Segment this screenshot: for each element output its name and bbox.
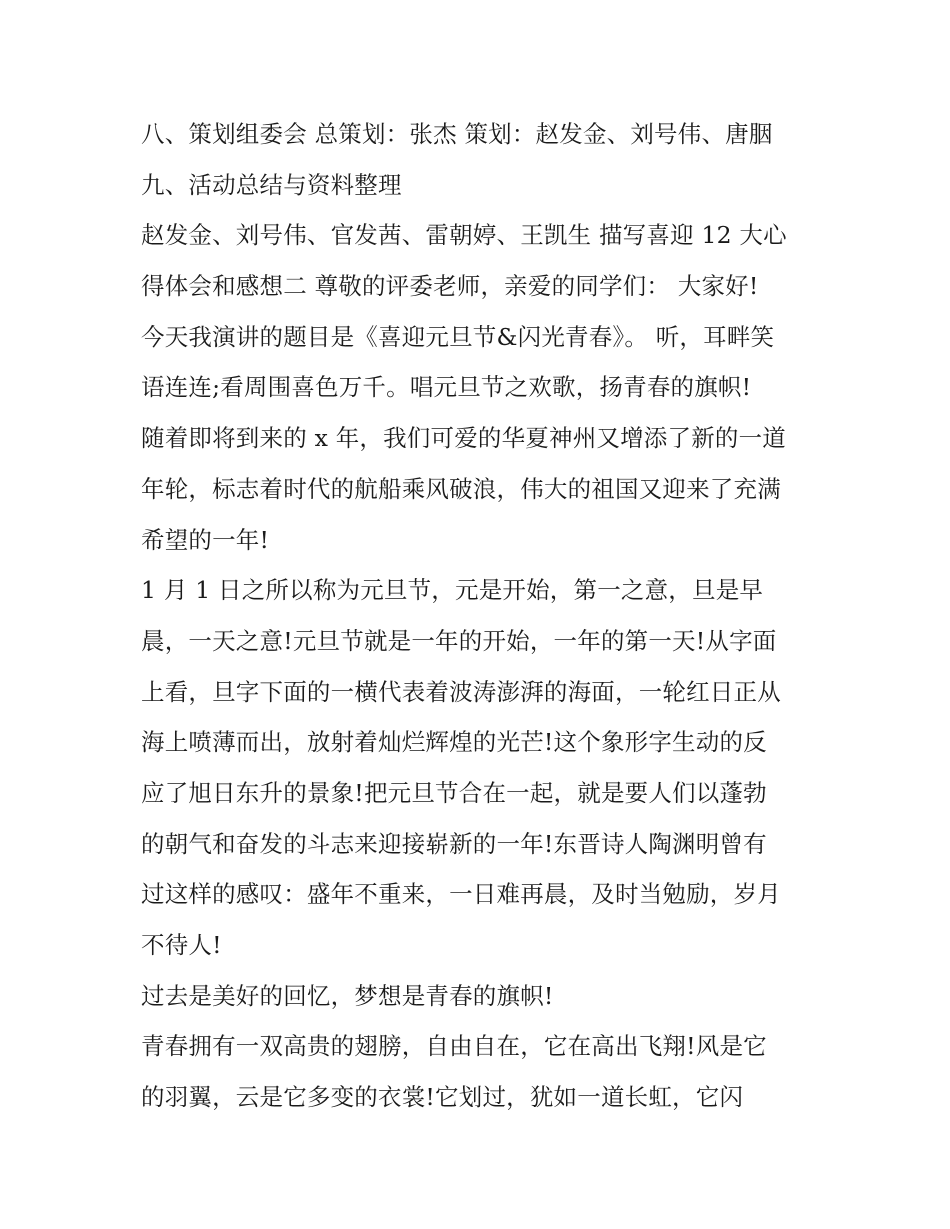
text-line: 年轮，标志着时代的航船乘风破浪，伟大的祖国又迎来了充满	[141, 474, 781, 503]
text-line: 得体会和感想二 尊敬的评委老师，亲爱的同学们： 大家好!	[141, 272, 759, 301]
text-line: 青春拥有一双高贵的翅膀，自由自在，它在高出飞翔!风是它	[141, 1032, 767, 1061]
document-body	[141, 109, 831, 1123]
text-line: 八、策划组委会 总策划：张杰 策划：赵发金、刘号伟、唐胭	[141, 120, 773, 148]
text-line: 1 月 1 日之所以称为元旦节，元是开始，第一之意，旦是早	[141, 576, 764, 605]
text-line: 海上喷薄而出，放射着灿烂辉煌的光芒!这个象形字生动的反	[141, 728, 767, 757]
text-line: 赵发金、刘号伟、官发茜、雷朝婷、王凯生 描写喜迎 12 大心	[141, 221, 787, 250]
text-line: 过这样的感叹：盛年不重来，一日难再晨，及时当勉励，岁月	[141, 880, 781, 909]
text-line: 应了旭日东升的景象!把元旦节合在一起，就是要人们以蓬勃	[141, 778, 767, 807]
text-line: 上看，旦字下面的一横代表着波涛澎湃的海面，一轮红日正从	[141, 677, 781, 706]
text-line: 的羽翼，云是它多变的衣裳!它划过，犹如一道长虹，它闪	[141, 1083, 744, 1112]
text-line: 过去是美好的回忆，梦想是青春的旗帜!	[141, 981, 554, 1010]
text-line: 语连连;看周围喜色万千。唱元旦节之欢歌，扬青春的旗帜!	[141, 373, 752, 402]
text-line: 今天我演讲的题目是《喜迎元旦节&闪光青春》。 听，耳畔笑	[141, 322, 775, 351]
text-line: 晨，一天之意!元旦节就是一年的开始，一年的第一天!从字面	[141, 626, 777, 655]
text-line: 的朝气和奋发的斗志来迎接崭新的一年!东晋诗人陶渊明曾有	[141, 829, 767, 858]
text-line: 九、活动总结与资料整理	[141, 170, 402, 199]
text-line: 不待人!	[141, 931, 222, 959]
text-line: 希望的一年!	[141, 525, 270, 554]
text-line: 随着即将到来的 x 年，我们可爱的华夏神州又增添了新的一道	[141, 424, 786, 453]
